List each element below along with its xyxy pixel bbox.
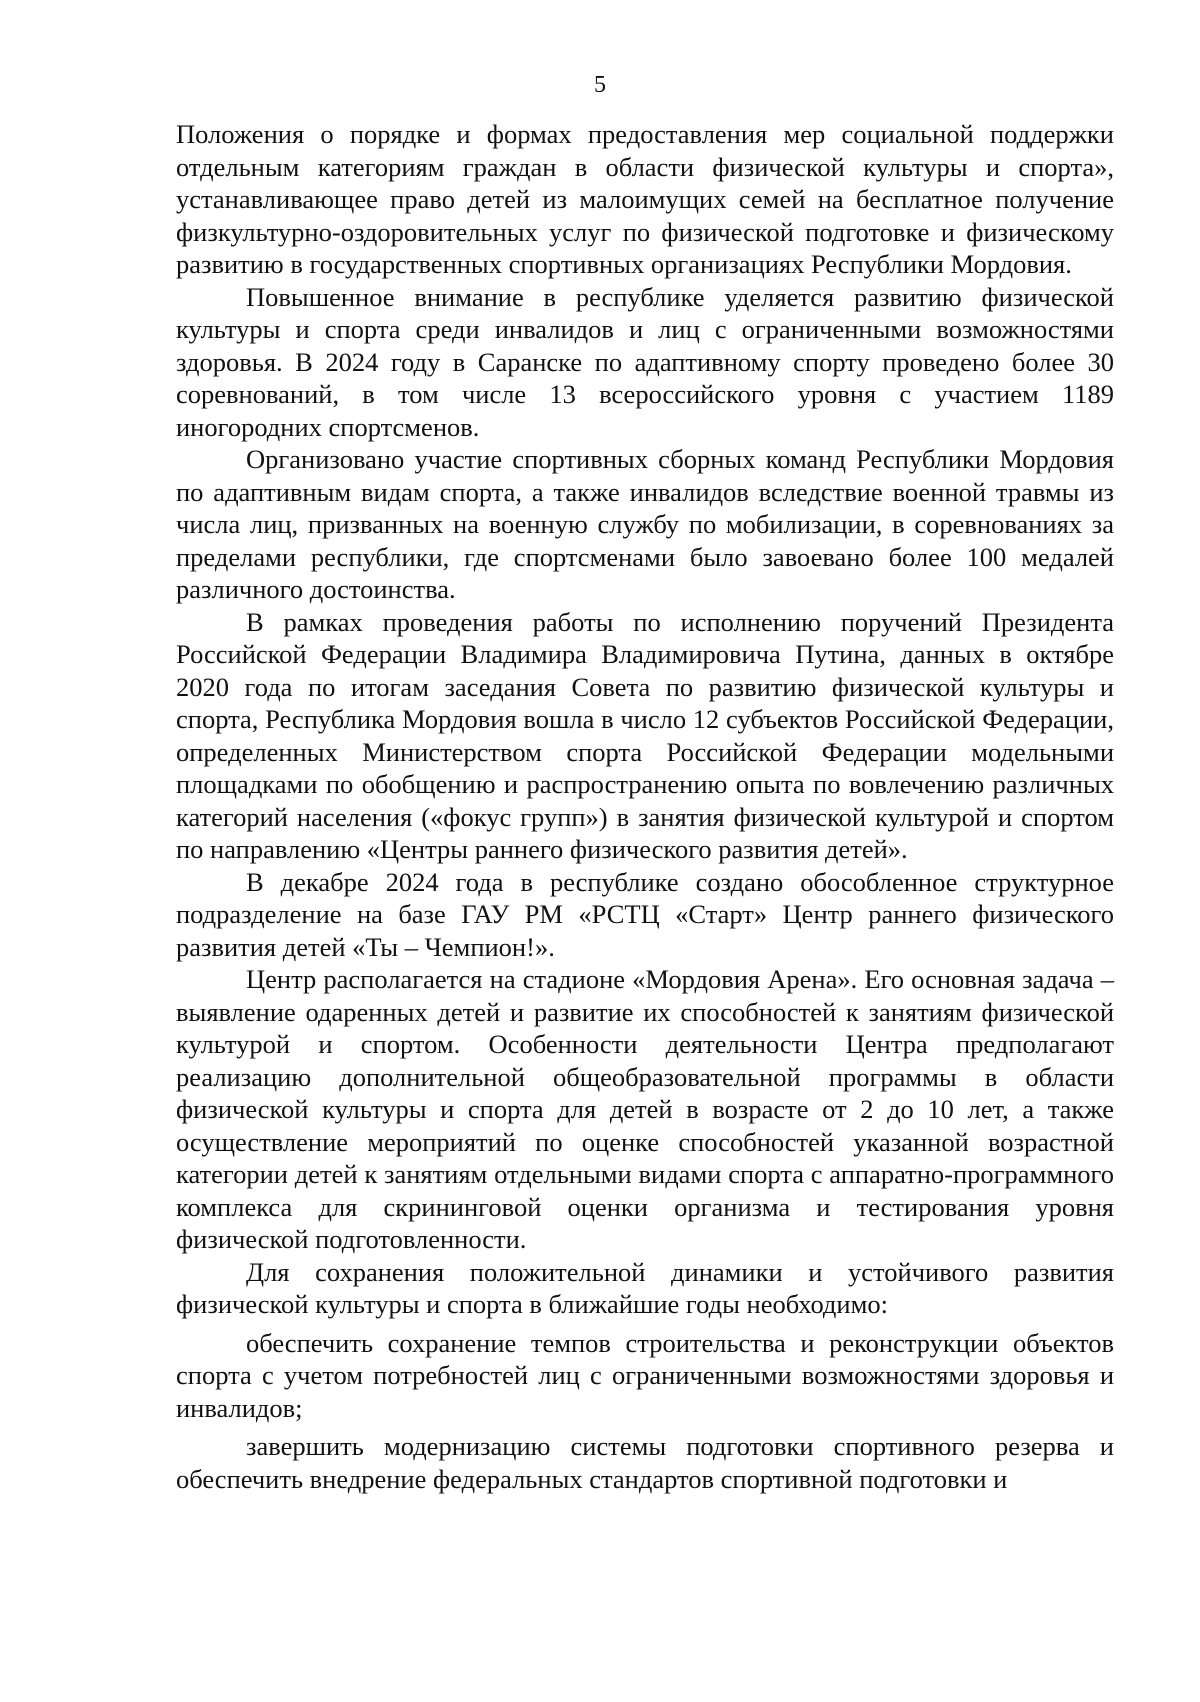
paragraph-1: Положения о порядке и формах предоставления мер социальной поддержки отдельным категориям граждан в области физической культуры и спорта», устанавливающее право детей из малоимущих семей на бесплатное получение физкультурно-оздоровительных услуг по физической подготовке и физическому развитию в государственных спортивных организациях Республики Мордовия. bbox=[176, 119, 1114, 279]
paragraph-4: В рамках проведения работы по исполнению поручений Президента Российской Федерации Владимира Владимировича Путина, данных в октябре 2020 года по итогам заседания Совета по развитию физической культуры и спорта, Республика Мордовия вошла в число 12 субъектов Российской Федерации, определенных Министерством спорта Российской Федерации модельными площадками по обобщению и распространению опыта по вовлечению различных категорий населения («фокус групп») в занятия физической культурой и спортом по направлению «Центры раннего физического развития детей». bbox=[176, 606, 1114, 864]
paragraph-2: Повышенное внимание в республике уделяется развитию физической культуры и спорта среди инвалидов и лиц с ограниченными возможностями здоровья. В 2024 году в Саранске по адаптивному спорту проведено более 30 соревнований, в том числе 13 всероссийского уровня с участием 1189 иногородних спортсменов. bbox=[176, 281, 1114, 442]
paragraph-7: Для сохранения положительной динамики и устойчивого развития физической культуры и спорта в ближайшие годы необходимо: bbox=[176, 1256, 1114, 1319]
list-item-1: обеспечить сохранение темпов строительства и реконструкции объектов спорта с учетом потребностей лиц с ограниченными возможностями здоровья и инвалидов; bbox=[176, 1327, 1114, 1423]
page-number: 5 bbox=[594, 72, 606, 98]
paragraph-5: В декабре 2024 года в республике создано обособленное структурное подразделение на базе ГАУ РМ «РСТЦ «Старт» Центр раннего физического развития детей «Ты – Чемпион!». bbox=[176, 866, 1114, 962]
document-body bbox=[176, 118, 1114, 1495]
list-item-2: завершить модернизацию системы подготовки спортивного резерва и обеспечить внедрение федеральных стандартов спортивной подготовки и bbox=[176, 1431, 1114, 1494]
paragraph-6: Центр располагается на стадионе «Мордовия Арена». Его основная задача – выявление одаренных детей и развитие их способностей к занятиям физической культурой и спортом. Особенности деятельности Центра предполагают реализацию дополнительной общеобразовательной программы в области физической культуры и спорта для детей в возрасте от 2 до 10 лет, а также осуществление мероприятий по оценке способностей указанной возрастной категории детей к занятиям отдельными видами спорта с аппаратно-программного комплекса для скрининговой оценки организма и тестирования уровня физической подготовленности. bbox=[176, 964, 1114, 1254]
paragraph-3: Организовано участие спортивных сборных команд Республики Мордовия по адаптивным видам спорта, а также инвалидов вследствие военной травмы из числа лиц, призванных на военную службу по мобилизации, в соревнованиях за пределами республики, где спортсменами было завоевано более 100 медалей различного достоинства. bbox=[176, 444, 1114, 604]
